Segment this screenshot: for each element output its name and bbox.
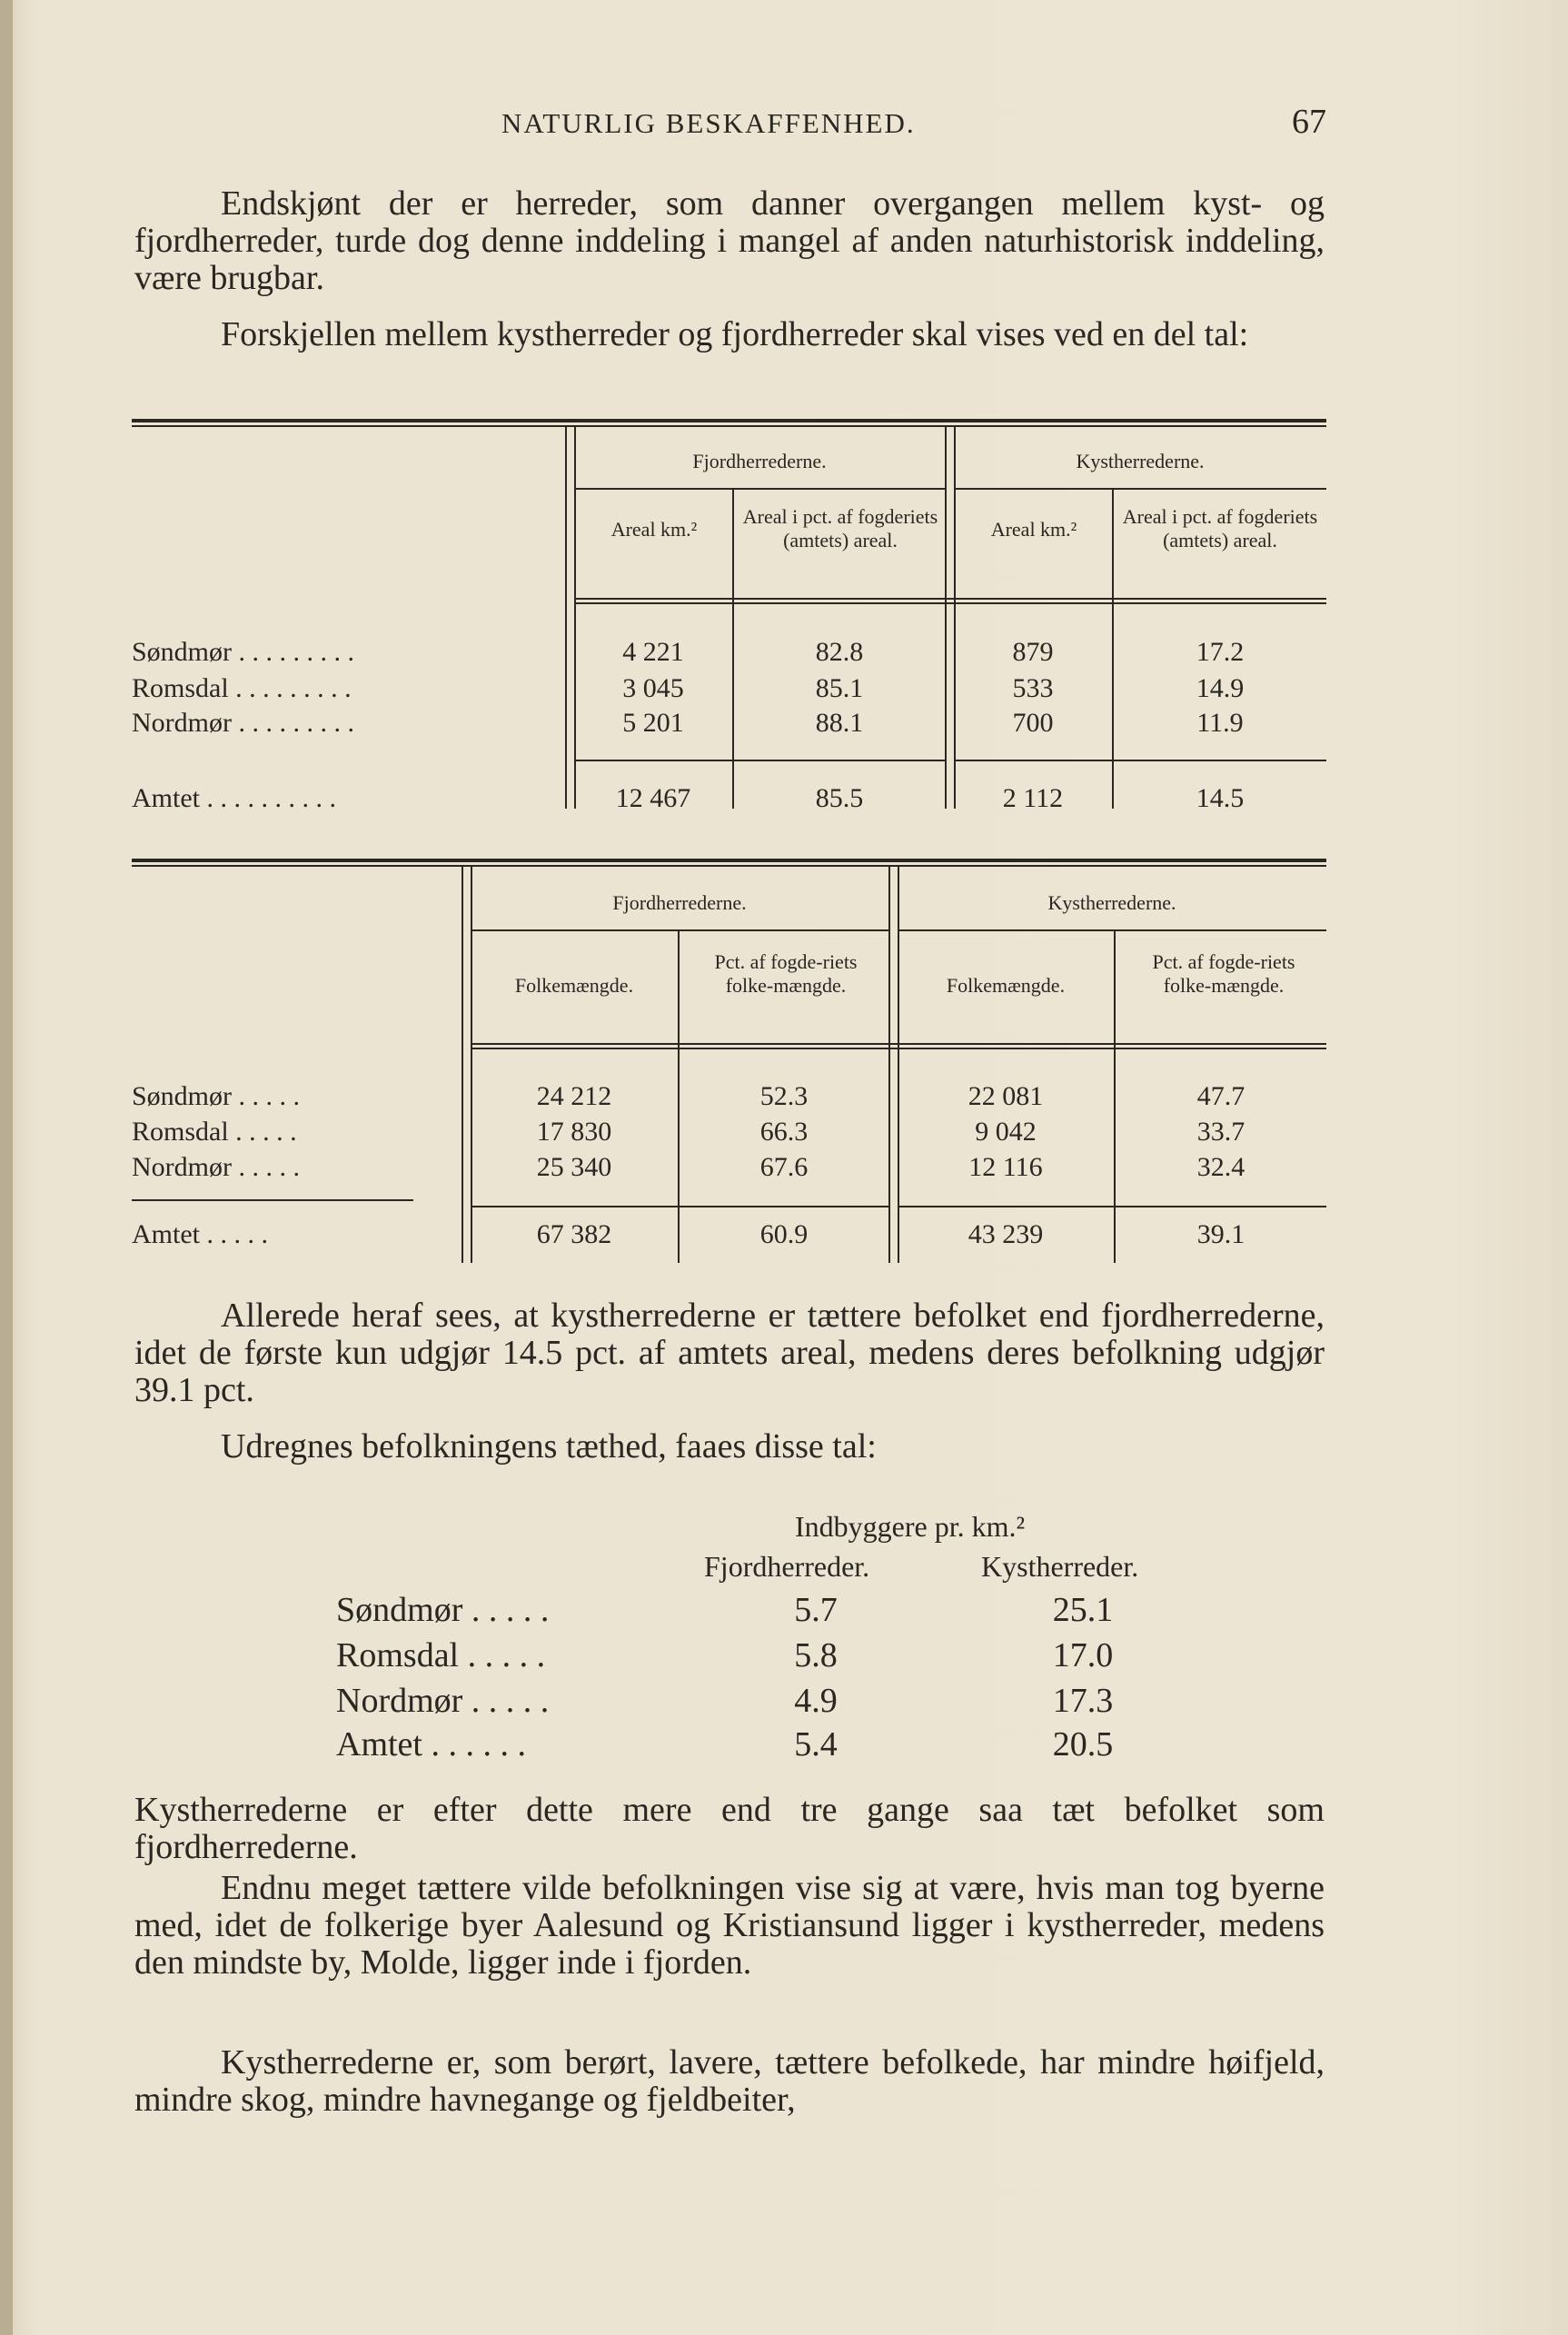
table-cell: 2 112 bbox=[1002, 783, 1064, 813]
table-cell: 533 bbox=[1012, 673, 1054, 703]
table-cell: 82.8 bbox=[815, 637, 864, 667]
row-label: Nordmør . . . . . bbox=[336, 1682, 550, 1720]
row-label: Romsdal . . . . . . . . . bbox=[132, 673, 352, 703]
column-header-fjord: Fjordherreder. bbox=[704, 1550, 870, 1583]
paragraph-5: Kystherrederne er efter dette mere end tre gange saa tæt befolket som fjordherrederne. bbox=[134, 1791, 1325, 1866]
density-value: 17.0 bbox=[1052, 1636, 1114, 1674]
column-header-population: Folkemængde. bbox=[514, 974, 634, 997]
density-value: 5.4 bbox=[794, 1725, 838, 1764]
header-rule bbox=[898, 929, 1326, 931]
table-cell: 14.5 bbox=[1196, 783, 1245, 813]
header-rule bbox=[471, 929, 888, 931]
page-number: 67 bbox=[1292, 103, 1326, 141]
table-cell: 25 340 bbox=[536, 1152, 612, 1182]
row-label: Søndmør . . . . . . . . . bbox=[132, 637, 355, 667]
column-header-kyst: Kystherreder. bbox=[981, 1550, 1139, 1583]
table-cell: 14.9 bbox=[1196, 673, 1245, 703]
column-header-area: Areal km.² bbox=[610, 518, 698, 541]
row-label: Nordmør . . . . . . . . . bbox=[132, 708, 354, 738]
row-label: Nordmør . . . . . bbox=[132, 1152, 300, 1182]
table-cell: 33.7 bbox=[1196, 1117, 1245, 1147]
table-rule bbox=[132, 865, 1326, 867]
book-spine bbox=[0, 0, 13, 2335]
row-label-total: Amtet . . . . . bbox=[132, 1219, 268, 1249]
table-cell: 60.9 bbox=[759, 1219, 809, 1249]
column-divider bbox=[888, 867, 899, 1263]
total-rule bbox=[898, 1206, 1326, 1207]
density-value: 20.5 bbox=[1052, 1725, 1114, 1764]
column-divider bbox=[565, 427, 576, 809]
total-rule bbox=[132, 1199, 413, 1201]
table-cell: 39.1 bbox=[1196, 1219, 1245, 1249]
row-label-total: Amtet . . . . . . . . . . bbox=[132, 783, 336, 813]
header-rule bbox=[471, 1043, 1326, 1045]
table-cell: 47.7 bbox=[1196, 1081, 1245, 1111]
row-label: Romsdal . . . . . bbox=[132, 1117, 297, 1147]
table-cell: 32.4 bbox=[1196, 1152, 1245, 1182]
table-cell: 43 239 bbox=[968, 1219, 1044, 1249]
table-cell: 11.9 bbox=[1196, 708, 1244, 738]
table-cell: 52.3 bbox=[759, 1081, 809, 1111]
paragraph-7: Kystherrederne er, som berørt, lavere, tættere befolkede, har mindre høifjeld, mindre skog, mindre havnegange og fjeldbeiter, bbox=[134, 2043, 1325, 2119]
group-header-kyst: Kystherrederne. bbox=[1076, 450, 1205, 472]
paragraph-3: Allerede heraf sees, at kystherrederne er tættere befolket end fjordherrederne, idet de første kun udgjør 14.5 pct. af amtets areal, medens deres befolkning udgjør 39.1 pct. bbox=[134, 1297, 1325, 1409]
column-header-pct: Areal i pct. af fogderiets (amtets) areal. bbox=[1122, 505, 1318, 551]
paragraph-2: Forskjellen mellem kystherreder og fjordherreder skal vises ved en del tal: bbox=[221, 315, 1249, 353]
column-divider bbox=[461, 867, 472, 1263]
table-cell: 5 201 bbox=[622, 708, 684, 738]
density-value: 4.9 bbox=[794, 1682, 838, 1720]
table-cell: 700 bbox=[1012, 708, 1054, 738]
paragraph-1: Endskjønt der er herreder, som danner overgangen mellem kyst- og fjordherreder, turde dog denne inddeling i mangel af anden naturhistorisk inddeling, være brugbar. bbox=[134, 184, 1325, 297]
group-header-fjord: Fjordherrederne. bbox=[612, 891, 747, 914]
header-rule bbox=[574, 598, 1326, 600]
row-label: Søndmør . . . . . bbox=[132, 1081, 301, 1111]
column-header-pct: Pct. af fogde-riets folke-mængde. bbox=[714, 950, 858, 997]
row-label: Romsdal . . . . . bbox=[336, 1636, 546, 1674]
header-rule bbox=[954, 488, 1326, 490]
density-value: 5.8 bbox=[794, 1636, 838, 1674]
header-rule bbox=[574, 602, 1326, 604]
table-cell: 66.3 bbox=[759, 1117, 809, 1147]
table-rule bbox=[132, 425, 1326, 427]
density-value: 17.3 bbox=[1052, 1682, 1114, 1720]
table-cell: 12 467 bbox=[615, 783, 691, 813]
table-cell: 24 212 bbox=[536, 1081, 612, 1111]
row-label: Søndmør . . . . . bbox=[336, 1591, 550, 1629]
header-rule bbox=[471, 1048, 1326, 1049]
table-rule bbox=[132, 859, 1326, 862]
total-rule bbox=[471, 1206, 888, 1207]
table-cell: 85.5 bbox=[815, 783, 864, 813]
density-value: 25.1 bbox=[1052, 1591, 1114, 1629]
running-head: NATURLIG BESKAFFENHED. bbox=[501, 107, 916, 139]
table-cell: 879 bbox=[1012, 637, 1054, 667]
column-header-population: Folkemængde. bbox=[946, 974, 1066, 997]
paragraph-6: Endnu meget tættere vilde befolkningen vise sig at være, hvis man tog byerne med, idet de folkerige byer Aalesund og Kristiansund ligger i kystherreder, medens den mindste by, Molde, ligger inde i fjorden. bbox=[134, 1869, 1325, 1982]
table-cell: 67 382 bbox=[536, 1219, 612, 1249]
table-cell: 88.1 bbox=[815, 708, 864, 738]
column-header-pct: Pct. af fogde-riets folke-mængde. bbox=[1152, 950, 1295, 997]
table-cell: 17.2 bbox=[1196, 637, 1245, 667]
row-label-total: Amtet . . . . . . bbox=[336, 1725, 526, 1764]
table-cell: 67.6 bbox=[759, 1152, 809, 1182]
table-cell: 17 830 bbox=[536, 1117, 612, 1147]
density-value: 5.7 bbox=[794, 1591, 838, 1629]
header-rule bbox=[574, 488, 945, 490]
table-cell: 22 081 bbox=[968, 1081, 1044, 1111]
table-cell: 85.1 bbox=[815, 673, 864, 703]
group-header-fjord: Fjordherrederne. bbox=[692, 450, 827, 472]
paragraph-4: Udregnes befolkningens tæthed, faaes disse tal: bbox=[221, 1427, 877, 1466]
column-header-area: Areal km.² bbox=[990, 518, 1077, 541]
table-rule bbox=[132, 419, 1326, 422]
table-cell: 12 116 bbox=[968, 1152, 1043, 1182]
group-header-kyst: Kystherrederne. bbox=[1047, 891, 1176, 914]
table-cell: 4 221 bbox=[622, 637, 684, 667]
total-rule bbox=[574, 760, 945, 761]
table-cell: 3 045 bbox=[622, 673, 684, 703]
column-divider bbox=[945, 427, 956, 809]
total-rule bbox=[954, 760, 1326, 761]
table-cell: 9 042 bbox=[975, 1117, 1037, 1147]
column-header-pct: Areal i pct. af fogderiets (amtets) areal. bbox=[742, 505, 938, 551]
density-title: Indbyggere pr. km.² bbox=[795, 1510, 1026, 1543]
